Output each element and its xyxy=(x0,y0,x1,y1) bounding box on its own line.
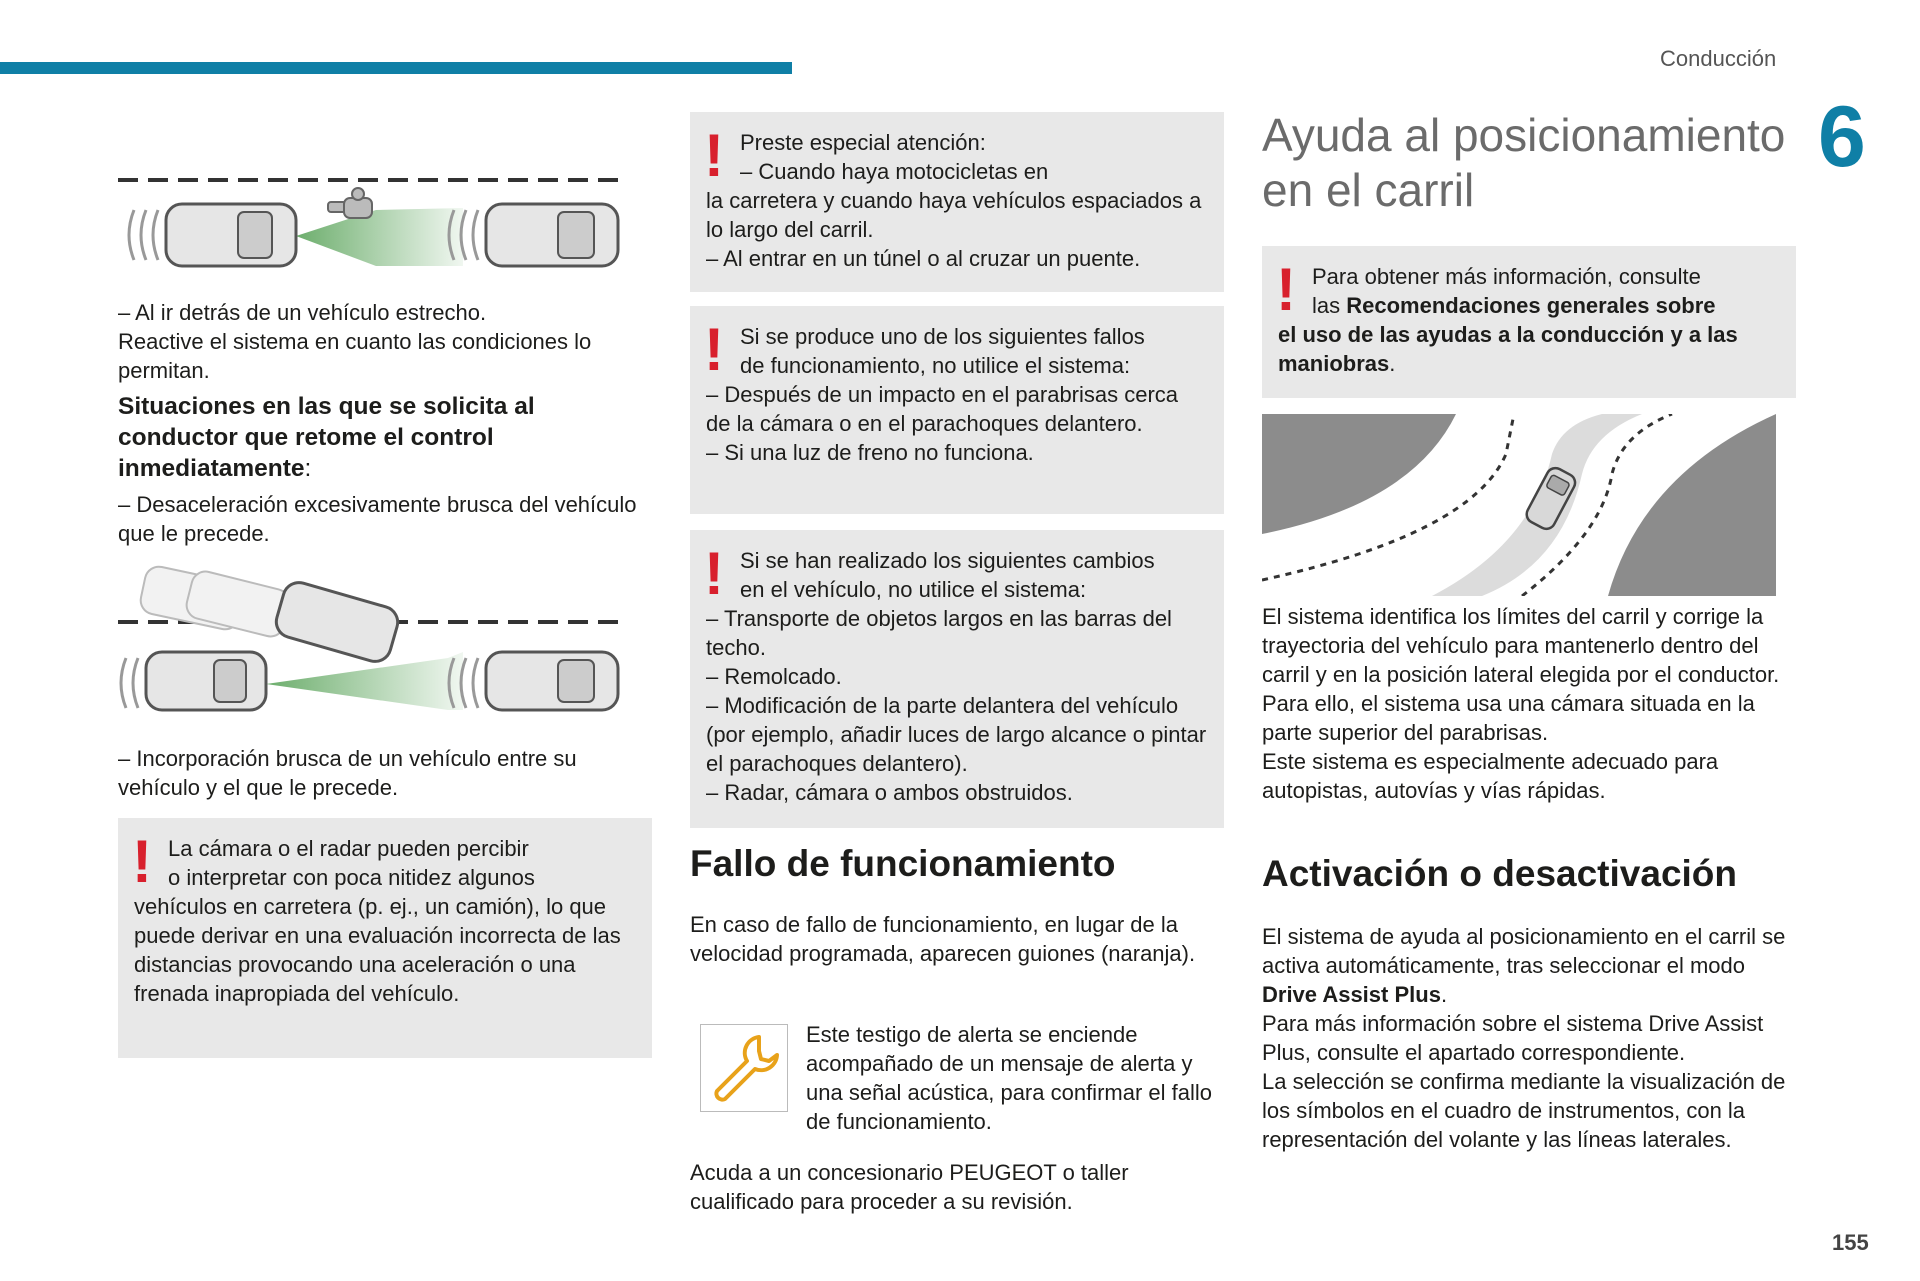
cut-in-vehicle-illustration xyxy=(118,560,638,720)
warning-icon: ! xyxy=(704,122,724,189)
lane-illustration xyxy=(1262,414,1776,596)
fault-section xyxy=(690,842,1224,968)
warning-icon: ! xyxy=(1276,256,1296,323)
malfunction-warning: ! Si se produce uno de los siguientes fallos de funcionamiento, no utilice el sistema: – Después de un impacto en el parabrisas cerca de la cámara o en el parachoques delantero. – Si una luz de freno no funciona. xyxy=(690,306,1224,514)
warning-lamp-text: Este testigo de alerta se enciende acompañado de un mensaje de alerta y una señal acústica, para confirmar el fallo de funcionamiento. xyxy=(806,1022,1212,1134)
dealer-text: Acuda a un concesionario PEUGEOT o taller cualificado para proceder a su revisión. xyxy=(690,1160,1129,1214)
activation-title: Activación o desactivación xyxy=(1262,853,1738,894)
wrench-icon xyxy=(701,1025,787,1111)
decel-item: – Desaceleración excesivamente brusca del vehículo que le precede. xyxy=(118,492,637,546)
page-number: 155 xyxy=(1832,1230,1869,1255)
column-1 xyxy=(118,298,652,548)
cut-in-item: – Incorporación brusca de un vehículo entre su vehículo y el que le precede. xyxy=(118,746,577,800)
vehicle-changes-warning: ! Si se han realizado los siguientes cambios en el vehículo, no utilice el sistema: – Transporte de objetos largos en las barras del techo. – Remolcado. – Modificación de la parte delantera del vehículo (por ejemplo, añadir luces de largo alcance o pintar el parachoques delantero). – Radar, cámara o ambos obstruidos. xyxy=(690,530,1224,828)
takeover-heading: Situaciones en las que se solicita al conductor que retome el control inmediatamente: xyxy=(118,393,535,482)
warning-icon: ! xyxy=(704,540,724,607)
activation-section: Activación o desactivación El sistema de ayuda al posicionamiento en el carril se activa automáticamente, tras seleccionar el modo Drive Assist Plus. Para más información sobre el sistema Drive Assist Plus, consulte el apartado correspondiente. La selección se confirma mediante la visualización de los símbolos en el cuadro de instrumentos, con la representación del volante y las líneas laterales. xyxy=(1262,852,1796,1154)
lane-positioning-title: Ayuda al posicionamiento en el carril xyxy=(1262,109,1786,216)
warning-icon: ! xyxy=(132,828,152,895)
reactivate-text: Reactive el sistema en cuanto las condiciones lo permitan. xyxy=(118,329,592,383)
camera-radar-warning: ! La cámara o el radar pueden percibir o interpretar con poca nitidez algunos vehículos en carretera (p. ej., un camión), lo que puede derivar en una evaluación incorrecta de las distancias provocando una aceleración o una frenada inapropiada del vehículo. xyxy=(118,818,652,1058)
fault-text: En caso de fallo de funcionamiento, en lugar de la velocidad programada, aparecen guiones (naranja). xyxy=(690,912,1196,966)
section-label: Conducción xyxy=(1660,46,1777,71)
chapter-number: 6 xyxy=(1818,89,1866,185)
more-info-warning: ! Para obtener más información, consulte las Recomendaciones generales sobre el uso de las ayudas a la conducción y a las maniobras. xyxy=(1262,246,1796,398)
lane-description: El sistema identifica los límites del carril y corrige la trayectoria del vehículo para mantenerlo dentro del carril y en la posición lateral elegida por el conductor. Para ello, el sistema usa una cámara situada en la parte superior del parabrisas. Este sistema es especialmente adecuado para autopistas, autovías y vías rápidas. xyxy=(1262,604,1780,803)
wrench-warning-lamp xyxy=(700,1024,788,1112)
header-accent-bar xyxy=(0,62,792,74)
narrow-vehicle-illustration xyxy=(118,168,638,278)
fault-title: Fallo de funcionamiento xyxy=(690,843,1116,884)
warning-icon: ! xyxy=(704,316,724,383)
narrow-vehicle-text: – Al ir detrás de un vehículo estrecho. xyxy=(118,300,487,325)
attention-warning: ! Preste especial atención: – Cuando haya motocicletas en la carretera y cuando haya vehículos espaciados a lo largo del carril. – Al entrar en un túnel o al cruzar un puente. xyxy=(690,112,1224,292)
